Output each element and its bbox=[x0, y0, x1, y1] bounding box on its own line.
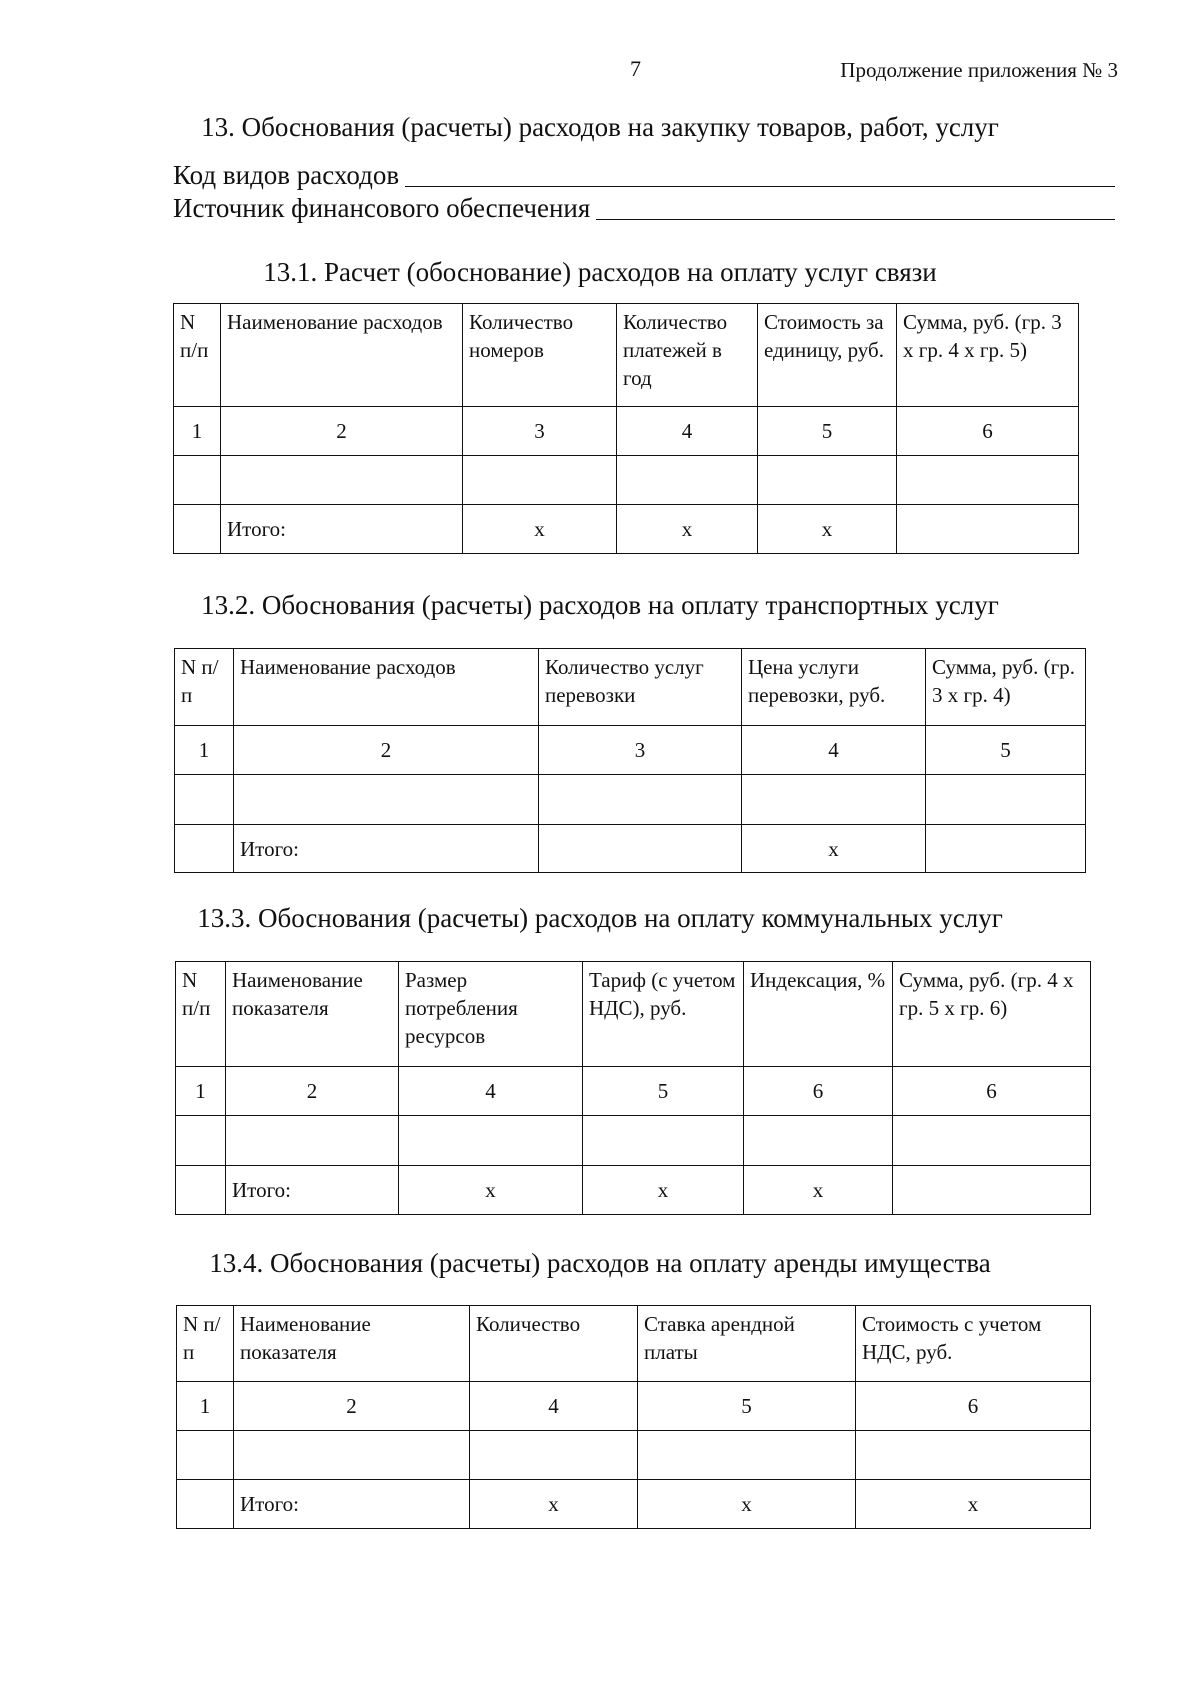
table-header-row bbox=[174, 304, 1079, 407]
total-label: Итого: bbox=[234, 1480, 470, 1529]
empty-cell bbox=[926, 775, 1086, 825]
total-cell bbox=[539, 825, 742, 873]
column-number-cell: 5 bbox=[758, 407, 897, 456]
funding-source-blank-line bbox=[596, 218, 1115, 220]
header-cell: N п/п bbox=[176, 962, 226, 1067]
page-number: 7 bbox=[630, 56, 641, 81]
column-number-cell: 4 bbox=[399, 1067, 583, 1116]
empty-row bbox=[176, 1116, 1091, 1166]
header-cell: Сумма, руб. (гр. 3 x гр. 4) bbox=[926, 649, 1086, 726]
header-cell: Количество услуг перевозки bbox=[539, 649, 742, 726]
empty-cell bbox=[221, 456, 463, 505]
section-13-title: 13. Обоснования (расчеты) расходов на закупку товаров, работ, услуг bbox=[201, 112, 999, 142]
total-cell bbox=[897, 505, 1079, 554]
column-number-cell: 2 bbox=[221, 407, 463, 456]
table-13-1 bbox=[173, 303, 1079, 554]
total-cell bbox=[177, 1480, 234, 1529]
total-cell bbox=[175, 825, 234, 873]
column-number-cell: 2 bbox=[226, 1067, 399, 1116]
header-cell: N п/п bbox=[174, 304, 221, 407]
total-row bbox=[175, 825, 1086, 873]
funding-source-field bbox=[173, 193, 1115, 224]
header-cell: Индексация, % bbox=[744, 962, 893, 1067]
empty-cell bbox=[174, 456, 221, 505]
column-number-cell: 4 bbox=[470, 1382, 638, 1431]
header-cell: Размер потребления ресурсов bbox=[399, 962, 583, 1067]
total-row bbox=[174, 505, 1079, 554]
column-number-cell: 5 bbox=[638, 1382, 856, 1431]
total-cell: x bbox=[463, 505, 617, 554]
column-number-row bbox=[176, 1067, 1091, 1116]
empty-cell bbox=[758, 456, 897, 505]
total-label: Итого: bbox=[221, 505, 463, 554]
total-cell: x bbox=[758, 505, 897, 554]
expense-code-field bbox=[173, 160, 1115, 191]
table-13-2 bbox=[174, 648, 1086, 873]
total-cell: x bbox=[399, 1166, 583, 1215]
empty-cell bbox=[177, 1431, 234, 1480]
column-number-cell: 5 bbox=[926, 726, 1086, 775]
total-row bbox=[177, 1480, 1091, 1529]
header-cell: Наименование показателя bbox=[234, 1306, 470, 1382]
table-header-row bbox=[177, 1306, 1091, 1382]
expense-code-label: Код видов расходов bbox=[173, 160, 400, 190]
total-cell: x bbox=[856, 1480, 1091, 1529]
column-number-row bbox=[177, 1382, 1091, 1431]
empty-cell bbox=[226, 1116, 399, 1166]
empty-cell bbox=[399, 1116, 583, 1166]
empty-row bbox=[177, 1431, 1091, 1480]
empty-row bbox=[175, 775, 1086, 825]
empty-cell bbox=[583, 1116, 744, 1166]
header-cell: Ставка арендной платы bbox=[638, 1306, 856, 1382]
column-number-cell: 3 bbox=[463, 407, 617, 456]
column-number-cell: 1 bbox=[177, 1382, 234, 1431]
column-number-cell: 6 bbox=[744, 1067, 893, 1116]
column-number-cell: 4 bbox=[617, 407, 758, 456]
empty-cell bbox=[470, 1431, 638, 1480]
header-cell: Количество платежей в год bbox=[617, 304, 758, 407]
empty-cell bbox=[175, 775, 234, 825]
header-cell: Сумма, руб. (гр. 4 x гр. 5 x гр. 6) bbox=[893, 962, 1091, 1067]
column-number-cell: 6 bbox=[897, 407, 1079, 456]
column-number-cell: 1 bbox=[176, 1067, 226, 1116]
appendix-note: Продолжение приложения № 3 bbox=[840, 58, 1118, 82]
table-header-row bbox=[176, 962, 1091, 1067]
empty-cell bbox=[539, 775, 742, 825]
table-13-2-title: 13.2. Обоснования (расчеты) расходов на оплату транспортных услуг bbox=[201, 590, 999, 620]
table-13-3 bbox=[175, 961, 1091, 1215]
total-cell: x bbox=[617, 505, 758, 554]
total-cell: x bbox=[638, 1480, 856, 1529]
empty-cell bbox=[617, 456, 758, 505]
total-cell bbox=[926, 825, 1086, 873]
empty-cell bbox=[897, 456, 1079, 505]
total-cell bbox=[174, 505, 221, 554]
expense-code-blank-line bbox=[405, 185, 1115, 187]
header-cell: N п/ п bbox=[175, 649, 234, 726]
total-cell: x bbox=[742, 825, 926, 873]
empty-cell bbox=[744, 1116, 893, 1166]
header-cell: Тариф (с учетом НДС), руб. bbox=[583, 962, 744, 1067]
total-row bbox=[176, 1166, 1091, 1215]
header-cell: Количество номеров bbox=[463, 304, 617, 407]
column-number-cell: 1 bbox=[175, 726, 234, 775]
column-number-cell: 3 bbox=[539, 726, 742, 775]
header-cell: Количество bbox=[470, 1306, 638, 1382]
header-cell: Сумма, руб. (гр. 3 x гр. 4 x гр. 5) bbox=[897, 304, 1079, 407]
empty-cell bbox=[638, 1431, 856, 1480]
table-header-row bbox=[175, 649, 1086, 726]
total-cell bbox=[893, 1166, 1091, 1215]
empty-cell bbox=[893, 1116, 1091, 1166]
total-cell: x bbox=[744, 1166, 893, 1215]
table-13-1-title: 13.1. Расчет (обоснование) расходов на оплату услуг связи bbox=[263, 257, 937, 287]
total-label: Итого: bbox=[226, 1166, 399, 1215]
total-cell: x bbox=[583, 1166, 744, 1215]
total-label: Итого: bbox=[234, 825, 539, 873]
table-13-4-title: 13.4. Обоснования (расчеты) расходов на оплату аренды имущества bbox=[209, 1248, 991, 1278]
column-number-cell: 2 bbox=[234, 726, 539, 775]
column-number-row bbox=[175, 726, 1086, 775]
column-number-cell: 6 bbox=[856, 1382, 1091, 1431]
empty-cell bbox=[176, 1116, 226, 1166]
column-number-cell: 6 bbox=[893, 1067, 1091, 1116]
column-number-cell: 5 bbox=[583, 1067, 744, 1116]
empty-cell bbox=[234, 775, 539, 825]
table-13-3-title: 13.3. Обоснования (расчеты) расходов на оплату коммунальных услуг bbox=[197, 903, 1003, 933]
total-cell: x bbox=[470, 1480, 638, 1529]
header-cell: Стоимость за единицу, руб. bbox=[758, 304, 897, 407]
empty-cell bbox=[234, 1431, 470, 1480]
column-number-row bbox=[174, 407, 1079, 456]
total-cell bbox=[176, 1166, 226, 1215]
empty-cell bbox=[742, 775, 926, 825]
header-cell: Наименование показателя bbox=[226, 962, 399, 1067]
empty-row bbox=[174, 456, 1079, 505]
funding-source-label: Источник финансового обеспечения bbox=[173, 193, 591, 223]
header-cell: N п/ п bbox=[177, 1306, 234, 1382]
column-number-cell: 2 bbox=[234, 1382, 470, 1431]
column-number-cell: 1 bbox=[174, 407, 221, 456]
header-cell: Наименование расходов bbox=[234, 649, 539, 726]
header-cell: Цена услуги перевозки, руб. bbox=[742, 649, 926, 726]
table-13-4 bbox=[176, 1305, 1091, 1529]
empty-cell bbox=[856, 1431, 1091, 1480]
column-number-cell: 4 bbox=[742, 726, 926, 775]
header-cell: Наименование расходов bbox=[221, 304, 463, 407]
empty-cell bbox=[463, 456, 617, 505]
header-cell: Стоимость с учетом НДС, руб. bbox=[856, 1306, 1091, 1382]
